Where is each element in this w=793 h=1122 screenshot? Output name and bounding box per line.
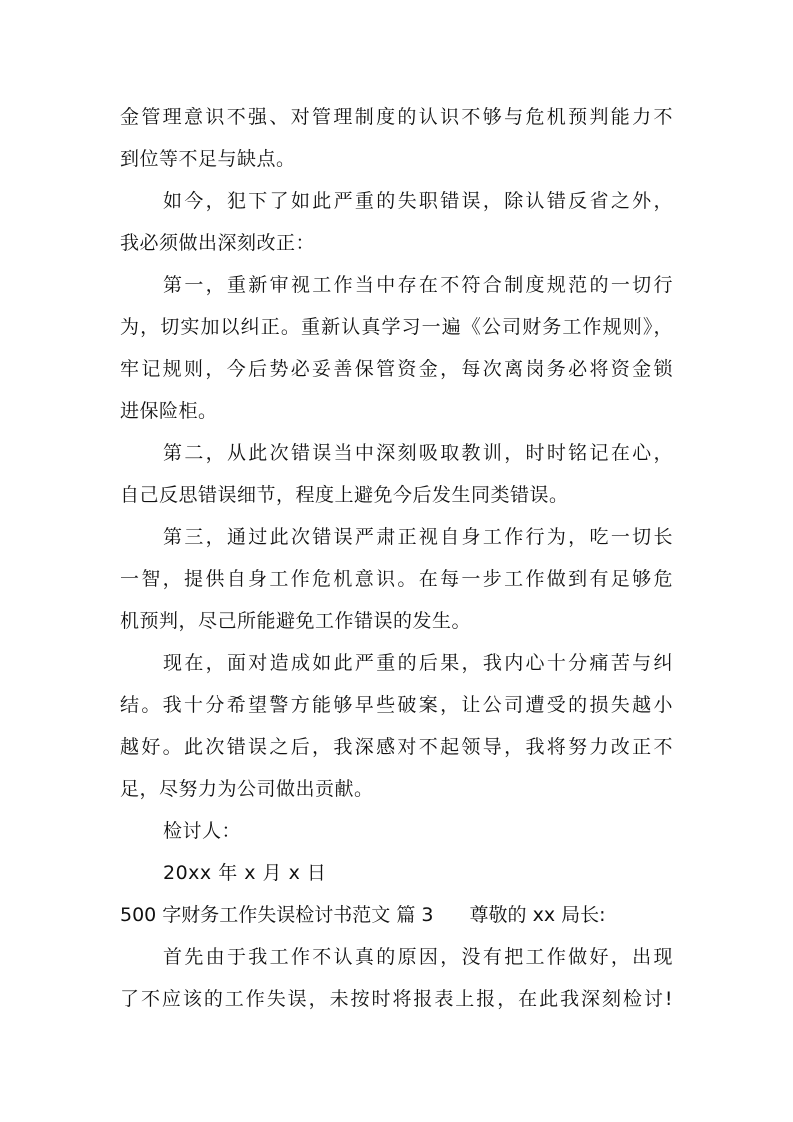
signature-label: 检讨人： bbox=[163, 820, 242, 842]
paragraph-line: 现在，面对造成如此严重的后果，我内心十分痛苦与纠 bbox=[163, 652, 673, 674]
paragraph-line: 第一，重新审视工作当中存在不符合制度规范的一切行 bbox=[163, 274, 673, 296]
paragraph-4 bbox=[120, 432, 673, 516]
signature-date: 20xx 年 x 月 x 日 bbox=[163, 862, 327, 884]
next-article-heading bbox=[120, 894, 673, 936]
salutation: 尊敬的 xx 局长: bbox=[469, 904, 606, 926]
paragraph-line: 越好。此次错误之后，我深感对不起领导，我将努力改正不 bbox=[120, 736, 673, 758]
document-body bbox=[120, 96, 673, 1020]
paragraph-line: 自己反思错误细节，程度上避免今后发生同类错误。 bbox=[120, 484, 569, 506]
paragraph-1 bbox=[120, 96, 673, 180]
paragraph-line: 一智，提供自身工作危机意识。在每一步工作做到有足够危 bbox=[120, 568, 673, 590]
paragraph-line: 如今，犯下了如此严重的失职错误，除认错反省之外， bbox=[163, 190, 673, 212]
paragraph-line: 足，尽努力为公司做出贡献。 bbox=[120, 778, 374, 800]
paragraph-line: 到位等不足与缺点。 bbox=[120, 148, 296, 170]
paragraph-line: 首先由于我工作不认真的原因，没有把工作做好，出现 bbox=[163, 946, 673, 968]
paragraph-5 bbox=[120, 516, 673, 642]
paragraph-line: 了不应该的工作失误，未按时将报表上报，在此我深刻检讨! bbox=[120, 988, 673, 1010]
article-title: 500 字财务工作失误检讨书范文 篇 3 bbox=[120, 904, 434, 926]
paragraph-line: 金管理意识不强、对管理制度的认识不够与危机预判能力不 bbox=[120, 106, 673, 128]
paragraph-line: 进保险柜。 bbox=[120, 400, 218, 422]
paragraph-line: 结。我十分希望警方能够早些破案，让公司遭受的损失越小 bbox=[120, 694, 673, 716]
paragraph-3 bbox=[120, 264, 673, 432]
paragraph-line: 我必须做出深刻改正： bbox=[120, 232, 316, 254]
paragraph-6 bbox=[120, 642, 673, 810]
paragraph-line: 第二，从此次错误当中深刻吸取教训，时时铭记在心， bbox=[163, 442, 673, 464]
paragraph-line: 机预判，尽己所能避免工作错误的发生。 bbox=[120, 610, 472, 632]
closing-paragraph bbox=[120, 936, 673, 1020]
paragraph-line: 第三，通过此次错误严肃正视自身工作行为，吃一切长 bbox=[163, 526, 673, 548]
paragraph-2 bbox=[120, 180, 673, 264]
paragraph-line: 牢记规则，今后势必妥善保管资金，每次离岗务必将资金锁 bbox=[120, 358, 673, 380]
paragraph-line: 为，切实加以纠正。重新认真学习一遍《公司财务工作规则》， bbox=[120, 316, 673, 338]
